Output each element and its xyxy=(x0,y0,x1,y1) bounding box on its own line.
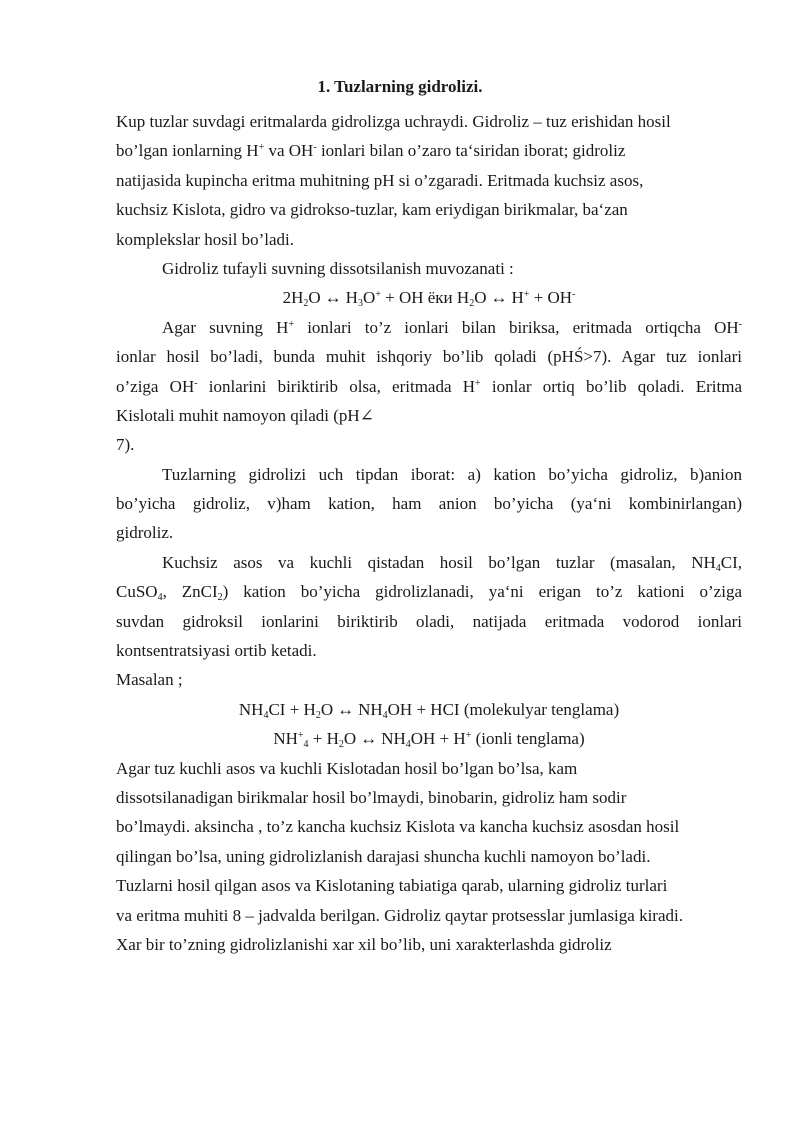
section-title: 1. Tuzlarning gidrolizi. xyxy=(317,77,483,96)
text-line: bo’lgan ionlarning H+ va OH- ionlari bilan o’zaro ta‘siridan iborat; gidroliz xyxy=(116,141,626,161)
body-text xyxy=(116,107,742,959)
text-line: CuSO$_4$, ZnCI$_2$) kation bo’yicha gidrolizlanadi, ya‘ni erigan to’z kationi o’ziga xyxy=(116,582,742,604)
text-line: Kuchsiz asos va kuchli qistadan hosil bo’lgan tuzlar (masalan, $NH_4CI$, xyxy=(162,552,742,574)
text-line: Agar tuz kuchli asos va kuchli Kislotadan hosil bo’lgan bo’lsa, kam xyxy=(116,758,578,778)
text-line: Gidroliz tufayli suvning dissotsilanish muvozanati : xyxy=(162,258,514,278)
text-line: bo’yicha gidroliz, v)ham kation, ham anion bo’yicha (ya‘ni kombinirlangan) xyxy=(116,494,742,514)
text-line: Agar suvning H+ ionlari to’z ionlari bilan biriksa, eritmada ortiqcha OH- xyxy=(162,317,742,337)
text-line: Tuzlarni hosil qilgan asos va Kislotaning tabiatiga qarab, ularning gidroliz turlari xyxy=(116,876,668,896)
text-line: Kislotali muhit namoyon qiladi (pH∠ xyxy=(116,405,374,425)
text-line: komplekslar hosil bo’ladi. xyxy=(116,229,295,249)
text-line: kontsentratsiyasi ortib ketadi. xyxy=(116,641,317,661)
text-line: Xar bir to’zning gidrolizlanishi xar xil bo’lib, uni xarakterlashda gidroliz xyxy=(116,934,612,954)
text-line: Masalan ; xyxy=(116,670,183,690)
text-line: Kup tuzlar suvdagi eritmalarda gidrolizga uchraydi. Gidroliz – tuz erishidan hosil xyxy=(116,112,671,131)
text-line: qilingan bo’lsa, uning gidrolizlanish darajasi shuncha kuchli namoyon bo’ladi. xyxy=(116,846,651,866)
text-line: Tuzlarning gidrolizi uch tipdan iborat: a) kation bo’yicha gidroliz, b)anion xyxy=(162,464,742,484)
text-line: suvdan gidroksil ionlarini biriktirib oladi, natijada eritmada vodorod ionlari xyxy=(116,611,742,631)
text-line: gidroliz. xyxy=(116,523,174,543)
text-line: bo’lmaydi. aksincha , to’z kancha kuchsiz Kislota va kancha kuchsiz asosdan hosil xyxy=(116,817,680,837)
text-line: va eritma muhiti 8 – jadvalda berilgan. Gidroliz qaytar protsesslar jumlasiga kiradi. xyxy=(116,905,683,925)
text-line: ionlar hosil bo’ladi, bunda muhit ishqoriy bo’lib qoladi (pHŚ>7). Agar tuz ionlari xyxy=(116,347,742,367)
text-line: 7). xyxy=(116,435,135,455)
text-line: natijasida kupincha eritma muhitning pH si o’zgaradi. Eritmada kuchsiz asos, xyxy=(116,170,644,190)
equation-molecular: $NH_4CI + H_2O$ ↔ $NH_4OH$ + HCI (molekulyar tenglama) xyxy=(238,699,620,721)
text-line: dissotsilanadigan birikmalar hosil bo’lmaydi, binobarin, gidroliz ham sodir xyxy=(116,787,627,807)
equation-water-dissociation: $2H_2O$ ↔ $H_3O^+$ + OH ёки $H_2O$ ↔ H+ + OH- xyxy=(282,288,576,310)
text-line: kuchsiz Kislota, gidro va gidrokso-tuzlar, kam eriydigan birikmalar, ba‘zan xyxy=(116,200,628,220)
equation-ionic: $NH^+_4 + H_2O$ ↔ $NH_4OH + H^+$ (ionli tenglama) xyxy=(273,729,585,751)
text-line: o’ziga OH- ionlarini biriktirib olsa, eritmada H+ ionlar ortiq bo’lib qoladi. Eritma xyxy=(116,376,743,396)
